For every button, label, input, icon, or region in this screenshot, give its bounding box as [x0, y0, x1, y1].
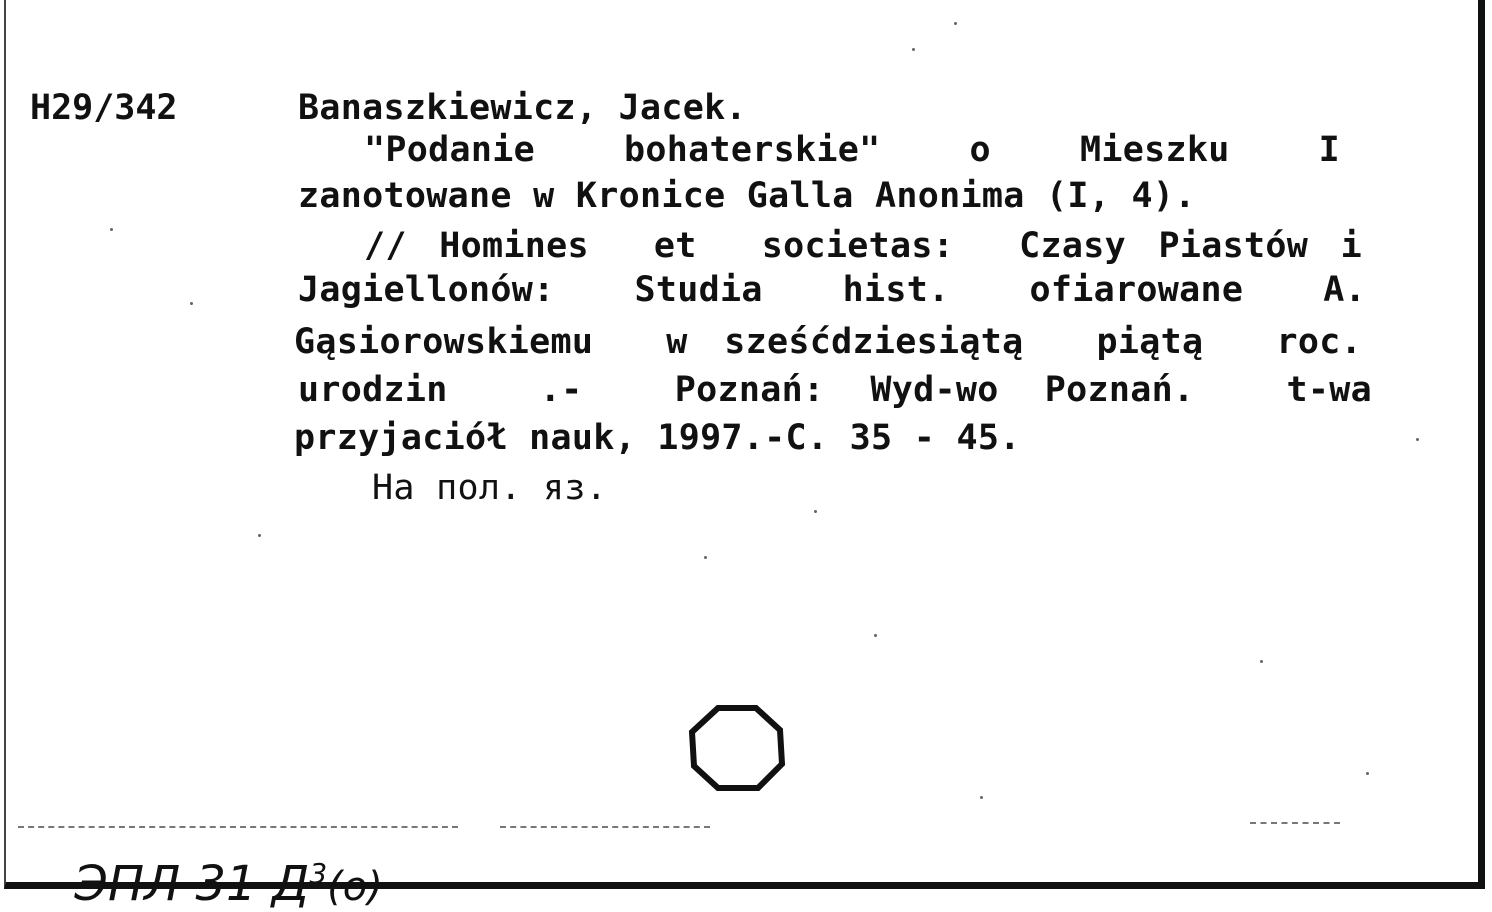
speck	[814, 510, 817, 513]
speck	[980, 796, 983, 799]
shelf-mark-tail: (о)	[327, 864, 383, 910]
shelf-mark-main: ЭПЛ 31 Д	[74, 856, 310, 912]
speck	[1260, 660, 1263, 663]
speck	[874, 634, 877, 637]
speck	[912, 48, 915, 51]
shelf-rule-far	[1250, 822, 1340, 824]
speck	[190, 302, 193, 305]
shelf-rule-right	[500, 826, 710, 828]
speck	[1416, 438, 1419, 441]
speck	[704, 556, 707, 559]
shelf-mark	[44, 800, 383, 912]
source-line-4: urodzin .- Poznań: Wyd-wo Poznań. t-wa	[298, 370, 1372, 410]
shelf-mark-superscript: 3	[309, 857, 328, 890]
author-line: Banaszkiewicz, Jacek.	[298, 88, 747, 128]
speck	[110, 228, 113, 231]
source-line-3: Gąsiorowskiemu w sześćdziesiątą piątą roc.	[294, 322, 1362, 362]
title-line-1: "Podanie bohaterskie" o Mieszku I	[364, 130, 1340, 170]
language-note: На пол. яз.	[372, 468, 608, 508]
speck	[954, 22, 957, 25]
source-line-2: Jagiellonów: Studia hist. ofiarowane A.	[298, 270, 1366, 310]
source-line-5: przyjaciół nauk, 1997.-C. 35 - 45.	[294, 418, 1021, 458]
speck	[1366, 772, 1369, 775]
punch-hole-icon	[688, 704, 786, 792]
call-number: H29/342	[30, 88, 178, 128]
title-line-2: zanotowane w Kronice Galla Anonima (I, 4).	[298, 176, 1196, 216]
source-line-1: // Homines et societas: Czasy Piastów i	[364, 226, 1362, 266]
speck	[258, 534, 261, 537]
